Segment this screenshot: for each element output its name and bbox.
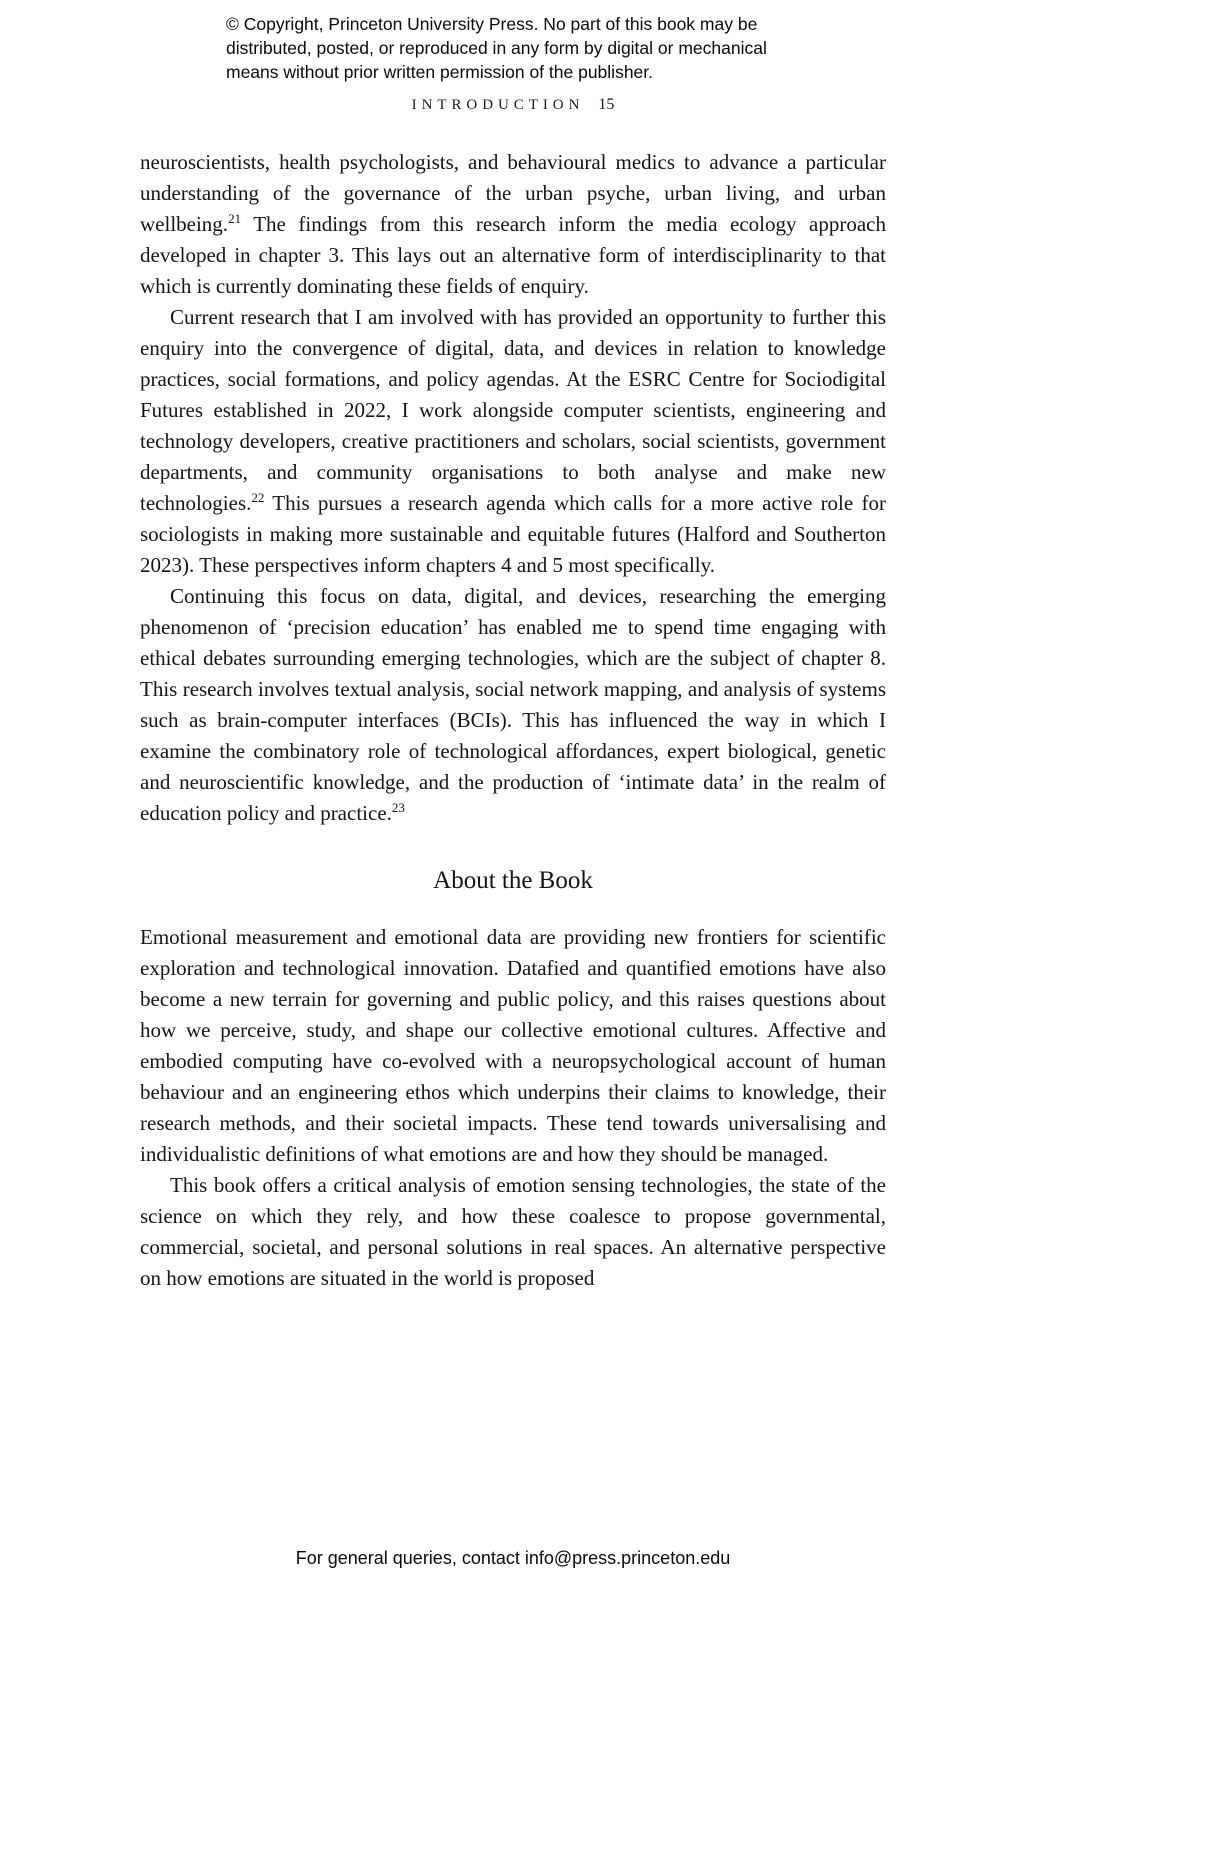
- text-run: This pursues a research agenda which calls for a more active role for sociologists in making more sustainable and equitable futures (Halford and Southerton 2023). These perspectives inform chapters 4 and 5 most specifically.: [140, 491, 886, 577]
- running-head-title: INTRODUCTION: [411, 97, 585, 113]
- paragraph: [140, 1170, 886, 1294]
- paragraph: [140, 922, 886, 1170]
- footnote-reference: 21: [228, 211, 242, 226]
- running-head: [140, 96, 886, 114]
- body-text: [140, 147, 886, 1294]
- copyright-line: distributed, posted, or reproduced in any form by digital or mechanical: [226, 38, 767, 58]
- text-run: Current research that I am involved with has provided an opportunity to further this enquiry into the convergence of digital, data, and devices in relation to knowledge practices, social formations, and policy agendas. At the ESRC Centre for Sociodigital Futures established in 2022, I work alongside computer scientists, engineering and technology developers, creative practitioners and scholars, social scientists, government departments, and community organisations to both analyse and make new technologies.: [140, 305, 886, 515]
- text-run: Emotional measurement and emotional data are providing new frontiers for scientific exploration and technological innovation. Datafied and quantified emotions have also become a new terrain for governing and public policy, and this raises questions about how we perceive, study, and shape our collective emotional cultures. Affective and embodied computing have co-evolved with a neuropsychological account of human behaviour and an engineering ethos which underpins their claims to knowledge, their research methods, and their societal impacts. These tend towards universalising and individualistic definitions of what emotions are and how they should be managed.: [140, 925, 886, 1166]
- text-run: The findings from this research inform the media ecology approach developed in chapter 3. This lays out an alternative form of interdisciplinarity to that which is currently dominating these fields of enquiry.: [140, 212, 886, 298]
- copyright-line: means without prior written permission of the publisher.: [226, 62, 654, 82]
- copyright-line: © Copyright, Princeton University Press. No part of this book may be: [226, 14, 758, 34]
- page-footer: [140, 1548, 886, 1569]
- footnote-reference: 22: [251, 490, 265, 505]
- footer-text: For general queries, contact info@press.princeton.edu: [295, 1548, 731, 1568]
- paragraph: [140, 302, 886, 581]
- section-heading: About the Book: [433, 867, 593, 894]
- text-run: Continuing this focus on data, digital, and devices, researching the emerging phenomenon of ‘precision education’ has enabled me to spend time engaging with ethical debates surrounding emerging technologies, which are the subject of chapter 8. This research involves textual analysis, social network mapping, and analysis of systems such as brain-computer interfaces (BCIs). This has influenced the way in which I examine the combinatory role of technological affordances, expert biological, genetic and neuroscientific knowledge, and the production of ‘intimate data’ in the realm of education policy and practice.: [140, 584, 886, 825]
- text-run: neuroscientists, health psychologists, and behavioural medics to advance a particular understanding of the governance of the urban psyche, urban living, and urban wellbeing.: [140, 150, 886, 236]
- page-number: 15: [598, 96, 615, 113]
- paragraph: [140, 581, 886, 829]
- copyright-notice: [226, 12, 846, 84]
- footnote-reference: 23: [391, 800, 405, 815]
- text-run: This book offers a critical analysis of emotion sensing technologies, the state of the science on which they rely, and how these coalesce to propose governmental, commercial, societal, and personal solutions in real spaces. An alternative perspective on how emotions are situated in the world is proposed: [140, 1173, 886, 1290]
- paragraph: [140, 147, 886, 302]
